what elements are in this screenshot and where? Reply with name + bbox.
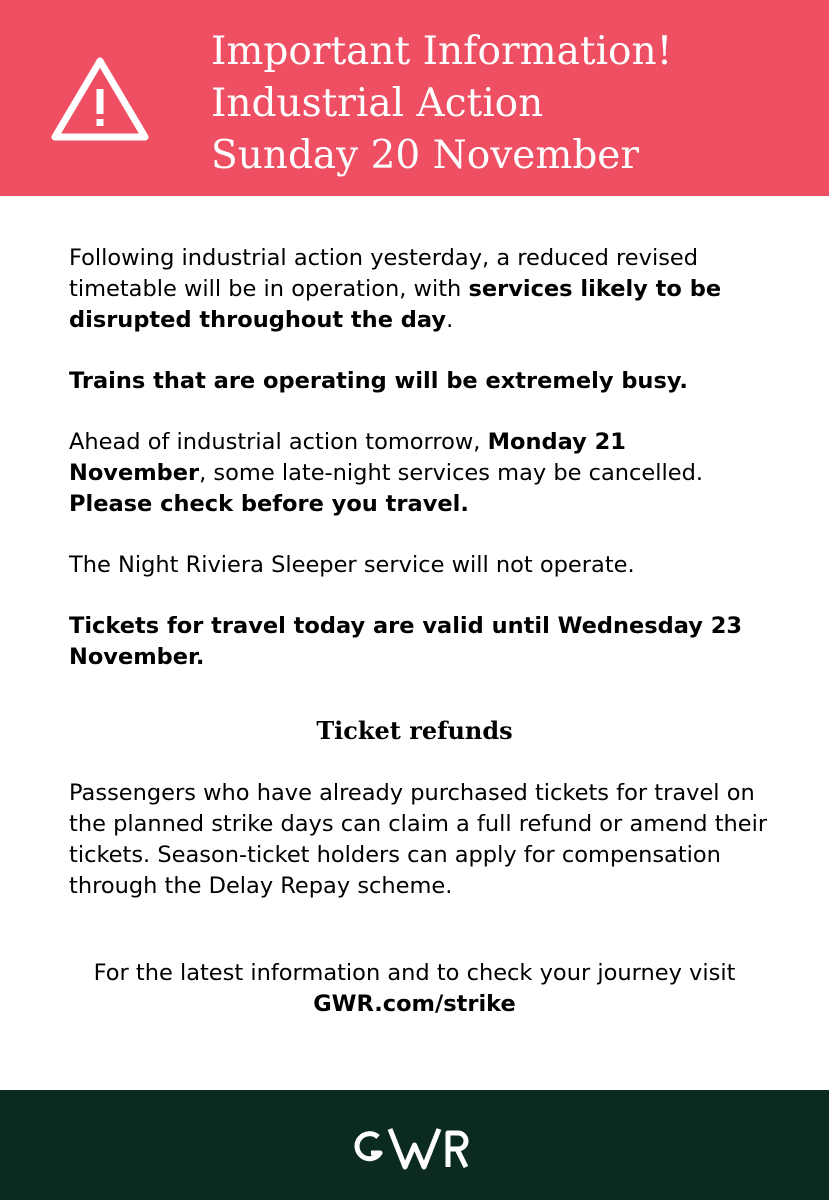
latest-info-text: For the latest information and to check your journey visit [93,960,736,986]
alert-title-line-2: Industrial Action [211,81,544,126]
alert-title-line-3: Sunday 20 November [211,133,640,178]
strike-link[interactable]: GWR.com/strike [313,991,516,1017]
latest-info [0,958,829,1020]
check-before-travel: Please check before you travel. [69,491,469,517]
notice-body [69,243,769,703]
busy-trains-emphasis: Trains that are operating will be extremely busy. [69,368,688,394]
alert-banner [0,0,829,196]
timetable-text: Following industrial action yesterday, a reduced revised timetable will be in operation, with [69,245,699,302]
tomorrow-paragraph [69,427,769,520]
timetable-period: . [446,307,454,333]
gwr-logo [352,1125,477,1171]
timetable-paragraph [69,243,769,336]
late-night-text: , some late-night services may be cancelled. [199,460,704,486]
alert-title [211,26,811,182]
sleeper-text: The Night Riviera Sleeper service will not operate. [69,552,635,578]
sleeper-paragraph [69,550,769,581]
ticket-validity-paragraph [69,611,769,673]
tomorrow-text: Ahead of industrial action tomorrow, [69,429,488,455]
tomorrow-date: Monday 21 November [69,429,626,486]
refunds-heading: Ticket refunds [316,716,513,745]
disruption-emphasis: services likely to be disrupted throughout the day [69,276,722,333]
warning-triangle-icon [50,55,150,141]
busy-trains-paragraph [69,366,769,397]
refunds-text: Passengers who have already purchased tickets for travel on the planned strike days can claim a full refund or amend their tickets. Season-ticket holders can apply for compensation through the Delay Repay scheme. [69,780,768,899]
ticket-validity-emphasis: Tickets for travel today are valid until Wednesday 23 November. [69,613,743,670]
alert-title-line-1: Important Information! [211,29,673,74]
